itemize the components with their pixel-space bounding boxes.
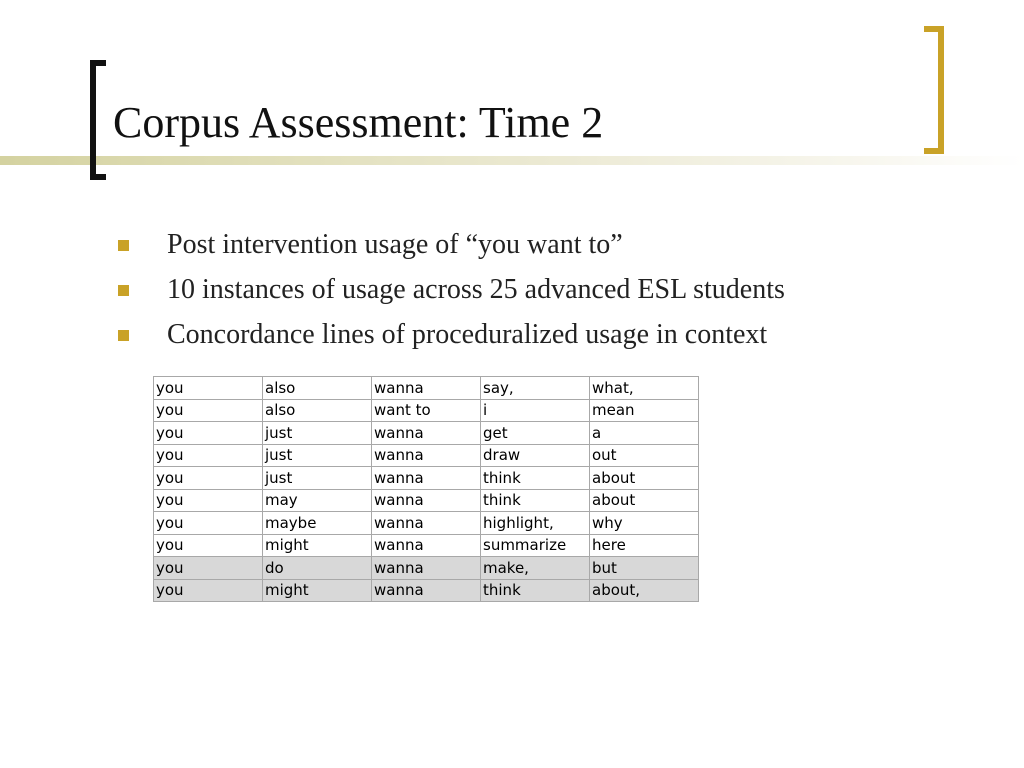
slide-title: Corpus Assessment: Time 2	[113, 98, 604, 147]
table-cell: i	[481, 399, 590, 422]
table-cell: wanna	[372, 377, 481, 400]
table-cell: you	[154, 422, 263, 445]
table-cell: maybe	[263, 512, 372, 535]
table-cell: you	[154, 377, 263, 400]
table-cell: you	[154, 579, 263, 602]
table-cell: also	[263, 399, 372, 422]
concordance-table-body	[154, 377, 699, 602]
table-cell: a	[590, 422, 699, 445]
table-cell: wanna	[372, 557, 481, 580]
table-cell: wanna	[372, 422, 481, 445]
table-cell: you	[154, 467, 263, 490]
table-cell: summarize	[481, 534, 590, 557]
table-cell: wanna	[372, 579, 481, 602]
table-cell: do	[263, 557, 372, 580]
table-cell: think	[481, 467, 590, 490]
bullet-item	[118, 222, 785, 267]
table-cell: but	[590, 557, 699, 580]
table-cell: think	[481, 489, 590, 512]
table-cell: might	[263, 534, 372, 557]
bullet-item	[118, 267, 785, 312]
table-cell: you	[154, 399, 263, 422]
table-row	[154, 422, 699, 445]
table-row	[154, 399, 699, 422]
table-cell: about	[590, 467, 699, 490]
table-row	[154, 444, 699, 467]
table-cell: you	[154, 489, 263, 512]
table-cell: just	[263, 467, 372, 490]
table-cell: think	[481, 579, 590, 602]
table-row	[154, 557, 699, 580]
table-cell: out	[590, 444, 699, 467]
table-cell: wanna	[372, 489, 481, 512]
left-bracket-decoration	[90, 60, 106, 180]
square-bullet-icon	[118, 240, 129, 251]
table-cell: make,	[481, 557, 590, 580]
table-cell: why	[590, 512, 699, 535]
table-cell: what,	[590, 377, 699, 400]
table-cell: just	[263, 444, 372, 467]
table-cell: mean	[590, 399, 699, 422]
table-cell: you	[154, 512, 263, 535]
right-bracket-decoration	[924, 26, 944, 154]
bullet-text: 10 instances of usage across 25 advanced ESL students	[167, 274, 785, 305]
table-cell: want to	[372, 399, 481, 422]
table-cell: you	[154, 557, 263, 580]
table-row	[154, 377, 699, 400]
concordance-table	[153, 376, 699, 602]
table-cell: wanna	[372, 512, 481, 535]
table-cell: about,	[590, 579, 699, 602]
table-cell: may	[263, 489, 372, 512]
table-row	[154, 489, 699, 512]
table-row	[154, 467, 699, 490]
bullet-list	[118, 222, 785, 357]
table-cell: here	[590, 534, 699, 557]
table-cell: wanna	[372, 444, 481, 467]
table-cell: highlight,	[481, 512, 590, 535]
table-cell: say,	[481, 377, 590, 400]
table-cell: get	[481, 422, 590, 445]
table-row	[154, 534, 699, 557]
table-cell: you	[154, 444, 263, 467]
table-row	[154, 512, 699, 535]
table-cell: might	[263, 579, 372, 602]
table-row	[154, 579, 699, 602]
table-cell: wanna	[372, 534, 481, 557]
table-cell: also	[263, 377, 372, 400]
bullet-item	[118, 312, 785, 357]
square-bullet-icon	[118, 285, 129, 296]
table-cell: about	[590, 489, 699, 512]
bullet-text: Concordance lines of proceduralized usage in context	[167, 319, 768, 350]
table-cell: draw	[481, 444, 590, 467]
table-cell: you	[154, 534, 263, 557]
table-cell: just	[263, 422, 372, 445]
bullet-text: Post intervention usage of “you want to”	[167, 229, 623, 260]
title-rule-line	[0, 156, 1024, 165]
table-cell: wanna	[372, 467, 481, 490]
square-bullet-icon	[118, 330, 129, 341]
